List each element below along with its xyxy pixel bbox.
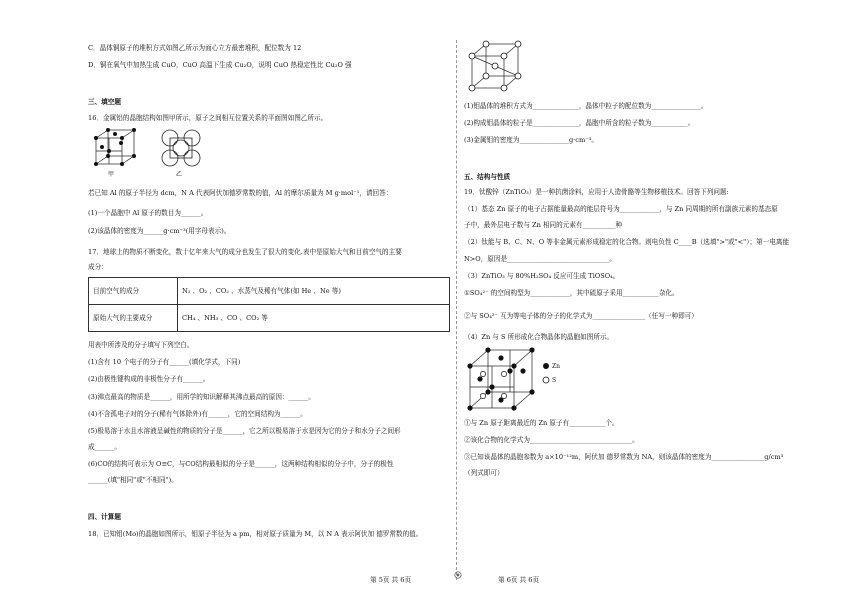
- q18-part1: (1)钼晶体的堆积方式为______________，晶体中粒子的配位数为_______________。: [464, 102, 708, 110]
- q17-part4: (4)不含孤电子对的分子(稀有气体除外)有______，它的空间结构为______。: [88, 410, 307, 418]
- q19-part4: （4）Zn 与 S 所形成化合物晶体的晶胞如图所示。: [464, 333, 614, 341]
- q17-stem: 17．地球上的物质不断变化，数十亿年来大气的成分也发生了很大的变化.表中是原始大气和目前空气的主要: [88, 248, 402, 256]
- table-cell: 原始大气的主要成分: [89, 305, 178, 332]
- q17-part6-cont: ______(填"相同"或"不相同")。: [88, 476, 178, 484]
- q15-option-d: D．铜在氧气中加热生成 CuO，CuO 高温下生成 Cu₂O，说明 CuO 热稳定性比 Cu₂O 强: [88, 61, 352, 69]
- table-row: [89, 278, 450, 305]
- q19-part1-cont: 子中，最外层电子数与 Zn 相同的元素有__________种: [464, 221, 623, 229]
- q19-part1: （1）基态 Zn 原子的电子占据能量最高的能层符号为____________，与 Zn 同周期的所有副族元素的基态原: [464, 205, 778, 213]
- q16-given: 若已知 Al 的原子半径为 dcm，N A 代表阿伏加德罗常数的值，Al 的摩尔质量为 M g·mol⁻¹，请回答：: [88, 189, 393, 197]
- legend-s-label: S: [552, 377, 557, 384]
- table-cell: CH₄ 、NH₃ 、CO 、CO₂ 等: [178, 305, 450, 332]
- page-number-left: 第 5页 共 6页: [370, 576, 412, 584]
- q19-part3: （3）ZnTiO₃ 与 80%H₂SO₄ 反应可生成 TiOSO₄。: [464, 272, 620, 280]
- q19-part4d: （列式即可）: [464, 469, 504, 477]
- q17-part6: (6)CO的结构可表示为 O≡C，与CO结构最相似的分子是______，这两种结构相似的分子中，分子的极性: [88, 460, 394, 468]
- figure-yi-caption: 乙: [176, 171, 183, 178]
- binding-seal-icon: [454, 571, 462, 579]
- q16-stem: 16．金属铝的晶胞结构如图甲所示，原子之间相互位置关系的平面图如图乙所示。: [88, 114, 328, 122]
- table-cell: 目前空气的成分: [89, 278, 178, 305]
- q18-stem: 18．已知钼(Mo)的晶胞如图所示，钼原子半径为 a pm，相对原子质量为 M，以 N A 表示阿伏加 德罗常数的值。: [88, 530, 423, 538]
- q17-part5-cont: 成______。: [88, 443, 121, 451]
- section-structure-title: 五、结构与性质: [464, 173, 511, 181]
- section-calculation-title: 四、计算题: [88, 513, 121, 521]
- figure-jia-caption: 甲: [108, 171, 115, 178]
- q17-part5: (5)极易溶于水且水溶液呈碱性的物质的分子是______，它之所以极易溶于水是因为它的分子和水分子之间形: [88, 427, 401, 435]
- legend-markers: [542, 362, 550, 386]
- section-fill-blank-title: 三、填空题: [88, 98, 121, 106]
- q19-part3a: ①SO₄²⁻ 的空间构型为____________，其中硫原子采用___________杂化。: [464, 289, 679, 297]
- q19-part4b: ②该化合物的化学式为_______________________________。: [464, 436, 639, 444]
- q17-part2: (2)由极性键构成的非极性分子有______。: [88, 375, 210, 383]
- page-number-right: 第 6页 共 6页: [498, 576, 540, 584]
- q16-part1: (1)一个晶胞中 Al 原子的数目为______。: [88, 209, 208, 217]
- q15-option-c: C．晶体铜原子的堆积方式如图乙所示为面心立方最密堆积，配位数为 12: [88, 44, 302, 52]
- q18-part2: (2)构成钼晶体的粒子是______________，晶胞中所含的粒子数为___________。: [464, 119, 695, 127]
- q17-part1: (1)含有 10 个电子的分子有______(填化学式，下同): [88, 358, 241, 366]
- table-cell: N₂ 、O₂ 、CO₂ 、水蒸气及稀有气体(如 He 、Ne 等): [178, 278, 450, 305]
- q18-part3: (3)金属钼的密度为_______________g·cm⁻³。: [464, 136, 598, 144]
- q17-part3: (3)沸点最高的物质是______，用所学的知识解释其沸点最高的原因：______。: [88, 393, 315, 401]
- q16-part2: (2)该晶体的密度为______g·cm⁻³(用字母表示)。: [88, 227, 231, 235]
- zns-unit-cell-figure: [466, 346, 538, 412]
- q19-part3b: ②与 SO₄²⁻ 互为等电子体的分子的化学式为________________（任写一种即可）: [464, 312, 698, 320]
- q19-stem: 19．钛酸锌（ZnTiO₃）是一种抗菌涂料，应用于人造骨骼等生物移植技术。回答下列问题:: [464, 188, 729, 196]
- q17-stem-cont: 成分：: [88, 263, 108, 271]
- q17-intro: 用表中所涉及的分子填写下列空白。: [88, 341, 194, 349]
- legend-zn-label: Zn: [552, 363, 561, 370]
- al-unit-cell-figure: [94, 128, 138, 168]
- q19-part4a: ①与 Zn 原子距离最近的 Zn 原子有___________个。: [464, 419, 619, 427]
- q19-part2-cont: N>O，原因是_______________________________。: [464, 255, 616, 263]
- atmosphere-table: [88, 277, 450, 332]
- table-row: [89, 305, 450, 332]
- al-plane-figure: [160, 128, 202, 168]
- mo-unit-cell-figure: [468, 40, 522, 92]
- column-divider: [456, 40, 457, 580]
- q19-part4c: ③已知该晶体的晶胞参数为 a×10⁻¹²m，阿伏加 德罗常数为 NA，则该晶体的密度为________________g/cm³: [464, 453, 784, 461]
- q19-part2: （2）钛能与 B、C、N、O 等非金属元素形成稳定的化合物。则电负性 C____B（选填">"或"<"）；第一电离能: [464, 238, 790, 246]
